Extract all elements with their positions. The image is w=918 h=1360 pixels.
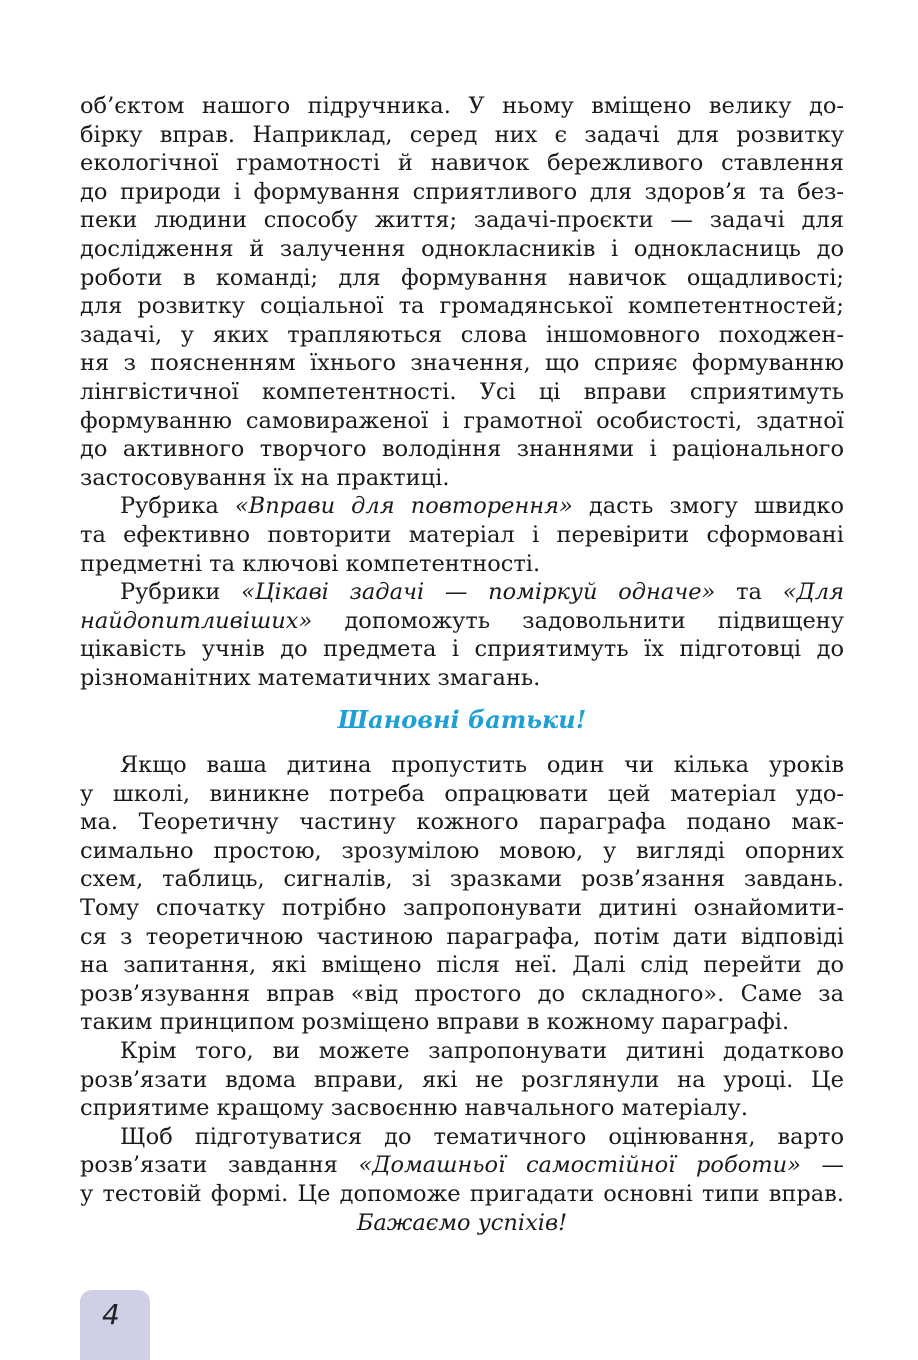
text-line: розв’язування вправ «від простого до складного». Саме за	[80, 980, 844, 1007]
text-line: предметні та ключові компетентності.	[80, 550, 541, 577]
text-line: ма. Теоретичну частину кожного параграфа подано мак-	[80, 809, 844, 836]
text-line: розв’язати вдома вправи, які не розглянули на уроці. Це	[80, 1066, 844, 1093]
text-run: дасть змогу швидко	[572, 493, 844, 520]
section-heading: Шановні батьки!	[337, 705, 587, 735]
text-line: лінгвістичної компетентності. Усі ці вправи сприятимуть	[80, 378, 844, 405]
rubric-title: «Для	[782, 579, 844, 606]
text-line: до природи і формування сприятливого для здоров’я та без-	[80, 178, 844, 205]
closing-text: Бажаємо успіхів!	[356, 1209, 568, 1236]
text-line: Тому спочатку потрібно запропонувати дитині ознайомити-	[80, 895, 844, 922]
rubric-title: «Вправи для повторення»	[234, 493, 573, 520]
text-line: та ефективно повторити матеріал і перевірити сформовані	[80, 521, 844, 548]
text-line: дослідження й залучення однокласників і однокласниць до	[80, 235, 844, 262]
text-run: та	[715, 579, 783, 606]
text-line: об’єктом нашого підручника. У ньому вміщено велику до-	[80, 93, 844, 119]
paragraph-parents	[80, 751, 844, 1037]
text-line: пеки людини способу життя; задачі-проєкти — задачі для	[80, 207, 844, 234]
rubric-title: найдопитливіших»	[80, 607, 313, 634]
text-run: Рубрики	[120, 579, 242, 606]
page-text	[80, 92, 844, 1237]
text-line: формуванню самовираженої і грамотної особистості, здатної	[80, 407, 844, 434]
paragraph-interesting-rubrics	[80, 578, 844, 692]
text-line	[80, 492, 844, 521]
text-line: таким принципом розміщено вправи в кожному параграфі.	[80, 1009, 790, 1036]
text-line: у школі, виникне потреба опрацювати цей матеріал удо-	[80, 780, 844, 807]
text-line: у тестовій формі. Це допоможе пригадати основні типи вправ.	[80, 1180, 844, 1207]
text-line: до активного творчого володіння знаннями і раціонального	[80, 436, 844, 463]
text-line: сприятиме кращому засвоєнню навчального матеріалу.	[80, 1095, 748, 1122]
text-run: Рубрика	[120, 493, 235, 520]
text-line: цікавість учнів до предмета і сприятимуть їх підготовці до	[80, 636, 844, 663]
paragraph-intro	[80, 92, 844, 492]
text-line: Якщо ваша дитина пропустить один чи кілька уроків	[120, 752, 844, 779]
paragraph-assessment	[80, 1123, 844, 1209]
text-line: екологічної грамотності й навичок бережливого ставлення	[80, 150, 844, 177]
closing-wish	[80, 1209, 844, 1238]
text-line: схем, таблиць, сигналів, зі зразками розв’язання завдань.	[80, 866, 844, 893]
text-line: різноманітних математичних змагань.	[80, 664, 541, 691]
rubric-title: «Домашньої самостійної роботи»	[358, 1152, 801, 1179]
paragraph-home-exercises	[80, 1037, 844, 1123]
text-run: допоможуть задовольнити підвищену	[312, 607, 844, 634]
text-line	[80, 607, 844, 636]
text-line: роботи в команді; для формування навичок ощадливості;	[80, 264, 844, 291]
text-line: ня з поясненням їхнього значення, що сприяє формуванню	[80, 350, 844, 377]
page-number: 4	[102, 1298, 120, 1331]
page-number-badge	[80, 1290, 150, 1360]
paragraph-review-rubric	[80, 492, 844, 578]
text-line	[80, 578, 844, 607]
text-run: розв’язати завдання	[80, 1152, 359, 1179]
text-line: застосовування їх на практиці.	[80, 464, 450, 491]
text-line: симально простою, зрозумілою мовою, у вигляді опорних	[80, 837, 844, 864]
text-line: Щоб підготуватися до тематичного оцінювання, варто	[120, 1123, 844, 1150]
text-line: ся з теоретичною частиною параграфа, потім дати відповіді	[80, 923, 844, 950]
text-line	[80, 1151, 844, 1180]
text-line: для розвитку соціальної та громадянської компетентностей;	[80, 293, 844, 320]
text-line: на запитання, які вміщено після неї. Далі слід перейти до	[80, 952, 844, 979]
text-line: Крім того, ви можете запропонувати дитині додатково	[120, 1038, 844, 1064]
rubric-title: «Цікаві задачі — поміркуй одначе»	[241, 579, 716, 606]
text-line: бірку вправ. Наприклад, серед них є задачі для розвитку	[80, 121, 844, 148]
text-run: —	[800, 1152, 845, 1179]
text-line: задачі, у яких трапляються слова іншомовного походжен-	[80, 321, 844, 348]
